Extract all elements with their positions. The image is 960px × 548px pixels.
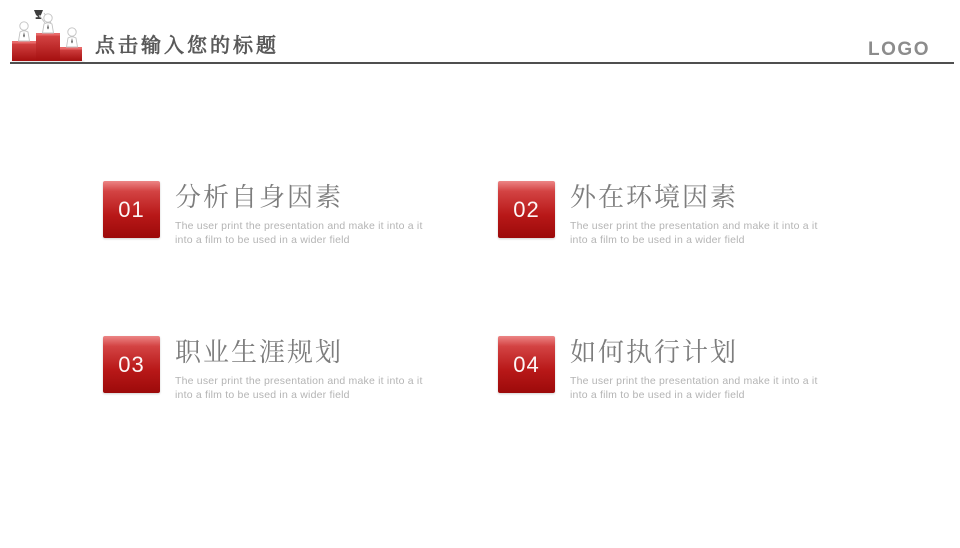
- item-description: [175, 374, 463, 402]
- item-title: 如何执行计划: [570, 338, 739, 367]
- list-item-03: [103, 336, 463, 408]
- item-description-line2: into a film to be used in a wider field: [570, 389, 745, 401]
- item-description-line2: into a film to be used in a wider field: [570, 234, 745, 246]
- header-divider-line: [10, 62, 954, 64]
- number-badge: [498, 181, 555, 238]
- number-badge: [103, 336, 160, 393]
- page-title: 点击输入您的标题: [95, 35, 279, 57]
- item-description-line1: The user print the presentation and make it into a it: [175, 220, 423, 232]
- item-description-line1: The user print the presentation and make it into a it: [570, 220, 818, 232]
- podium-winners-image: [8, 9, 88, 63]
- item-description: [570, 374, 858, 402]
- list-item-01: [103, 181, 463, 253]
- badge-number-label: 02: [513, 196, 540, 222]
- item-description-line1: The user print the presentation and make it into a it: [570, 375, 818, 387]
- item-content: [175, 338, 463, 402]
- logo-text: LOGO: [868, 39, 930, 60]
- item-title: 职业生涯规划: [175, 338, 344, 367]
- item-content: [570, 183, 858, 247]
- badge-number-label: 03: [118, 351, 145, 377]
- list-item-04: [498, 336, 858, 408]
- number-badge: [103, 181, 160, 238]
- item-description-line1: The user print the presentation and make it into a it: [175, 375, 423, 387]
- item-description: [570, 219, 858, 247]
- item-title: 分析自身因素: [175, 183, 344, 212]
- item-content: [570, 338, 858, 402]
- item-description: [175, 219, 463, 247]
- badge-number-label: 01: [118, 196, 145, 222]
- item-description-line2: into a film to be used in a wider field: [175, 389, 350, 401]
- item-title: 外在环境因素: [570, 183, 739, 212]
- badge-number-label: 04: [513, 351, 540, 377]
- item-content: [175, 183, 463, 247]
- list-item-02: [498, 181, 858, 253]
- number-badge: [498, 336, 555, 393]
- item-description-line2: into a film to be used in a wider field: [175, 234, 350, 246]
